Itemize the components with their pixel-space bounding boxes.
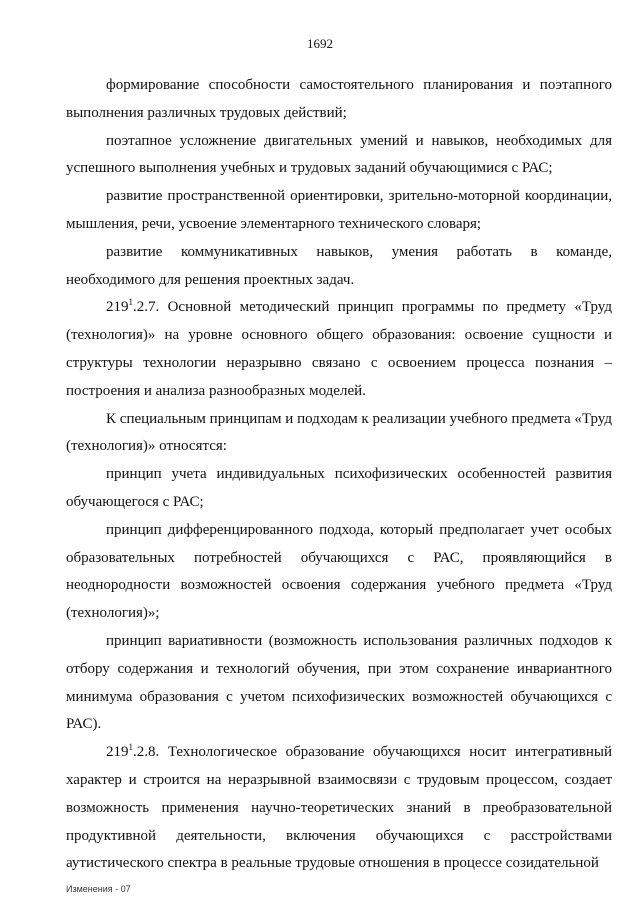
- paragraph-text: .2.7. Основной методический принцип программы по предмету «Труд (технология)» на уровне основного общего образования: освоение сущности и структуры технологии неразрывно связано с освоением процесса познания – построения и анализа разнообразных моделей.: [66, 299, 612, 399]
- paragraph-8: [66, 517, 612, 628]
- paragraph-1: [66, 72, 612, 128]
- footer-revision-note: Изменения - 07: [66, 884, 131, 894]
- paragraph-text: формирование способности самостоятельного планирования и поэтапного выполнения различных трудовых действий;: [66, 77, 612, 121]
- paragraph-text: .2.8. Технологическое образование обучающихся носит интегративный характер и строится на неразрывной взаимосвязи с трудовым процессом, создает возможность применения научно-теоретических знаний в преобразовательной продуктивной деятельности, включения обучающихся с расстройствами аутистического спектра в реальные трудовые отношения в процессе созидательной: [66, 744, 612, 872]
- paragraph-text: принцип дифференцированного подхода, который предполагает учет особых образовательных потребностей обучающихся с РАС, проявляющийся в неоднородности возможностей освоения содержания учебного предмета «Труд (технология)»;: [66, 521, 612, 622]
- section-2-8-paragraph: [66, 739, 612, 878]
- section-2-7-paragraph: [66, 294, 612, 405]
- paragraph-9: [66, 628, 612, 739]
- paragraph-6: [66, 406, 612, 462]
- section-number-prefix: 219: [106, 744, 129, 761]
- paragraph-text: принцип учета индивидуальных психофизических особенностей развития обучающегося с РАС;: [66, 466, 612, 510]
- paragraph-text: принцип вариативности (возможность использования различных подходов к отбору содержания и технологий обучения, при этом сохранение инвариантного минимума образования с учетом психофизических возможностей обучающихся с РАС).: [66, 632, 612, 733]
- paragraph-text: поэтапное усложнение двигательных умений и навыков, необходимых для успешного выполнения учебных и трудовых заданий обучающимися с РАС;: [66, 132, 612, 177]
- paragraph-7: [66, 461, 612, 517]
- page-number: 1692: [307, 36, 333, 51]
- paragraph-text: развитие коммуникативных навыков, умения работать в команде, необходимого для решения проектных задач.: [66, 243, 612, 288]
- paragraph-2: [66, 128, 612, 184]
- paragraph-text: развитие пространственной ориентировки, зрительно-моторной координации, мышления, речи, усвоение элементарного технического словаря;: [66, 188, 612, 232]
- section-number-superscript: 1: [128, 297, 133, 308]
- paragraph-text: К специальным принципам и подходам к реализации учебного предмета «Труд (технология)» относятся:: [66, 410, 612, 455]
- paragraph-4: [66, 239, 612, 295]
- body-text: [66, 72, 612, 878]
- paragraph-3: [66, 183, 612, 239]
- section-number-superscript: 1: [128, 742, 133, 753]
- section-number-prefix: 219: [106, 299, 129, 316]
